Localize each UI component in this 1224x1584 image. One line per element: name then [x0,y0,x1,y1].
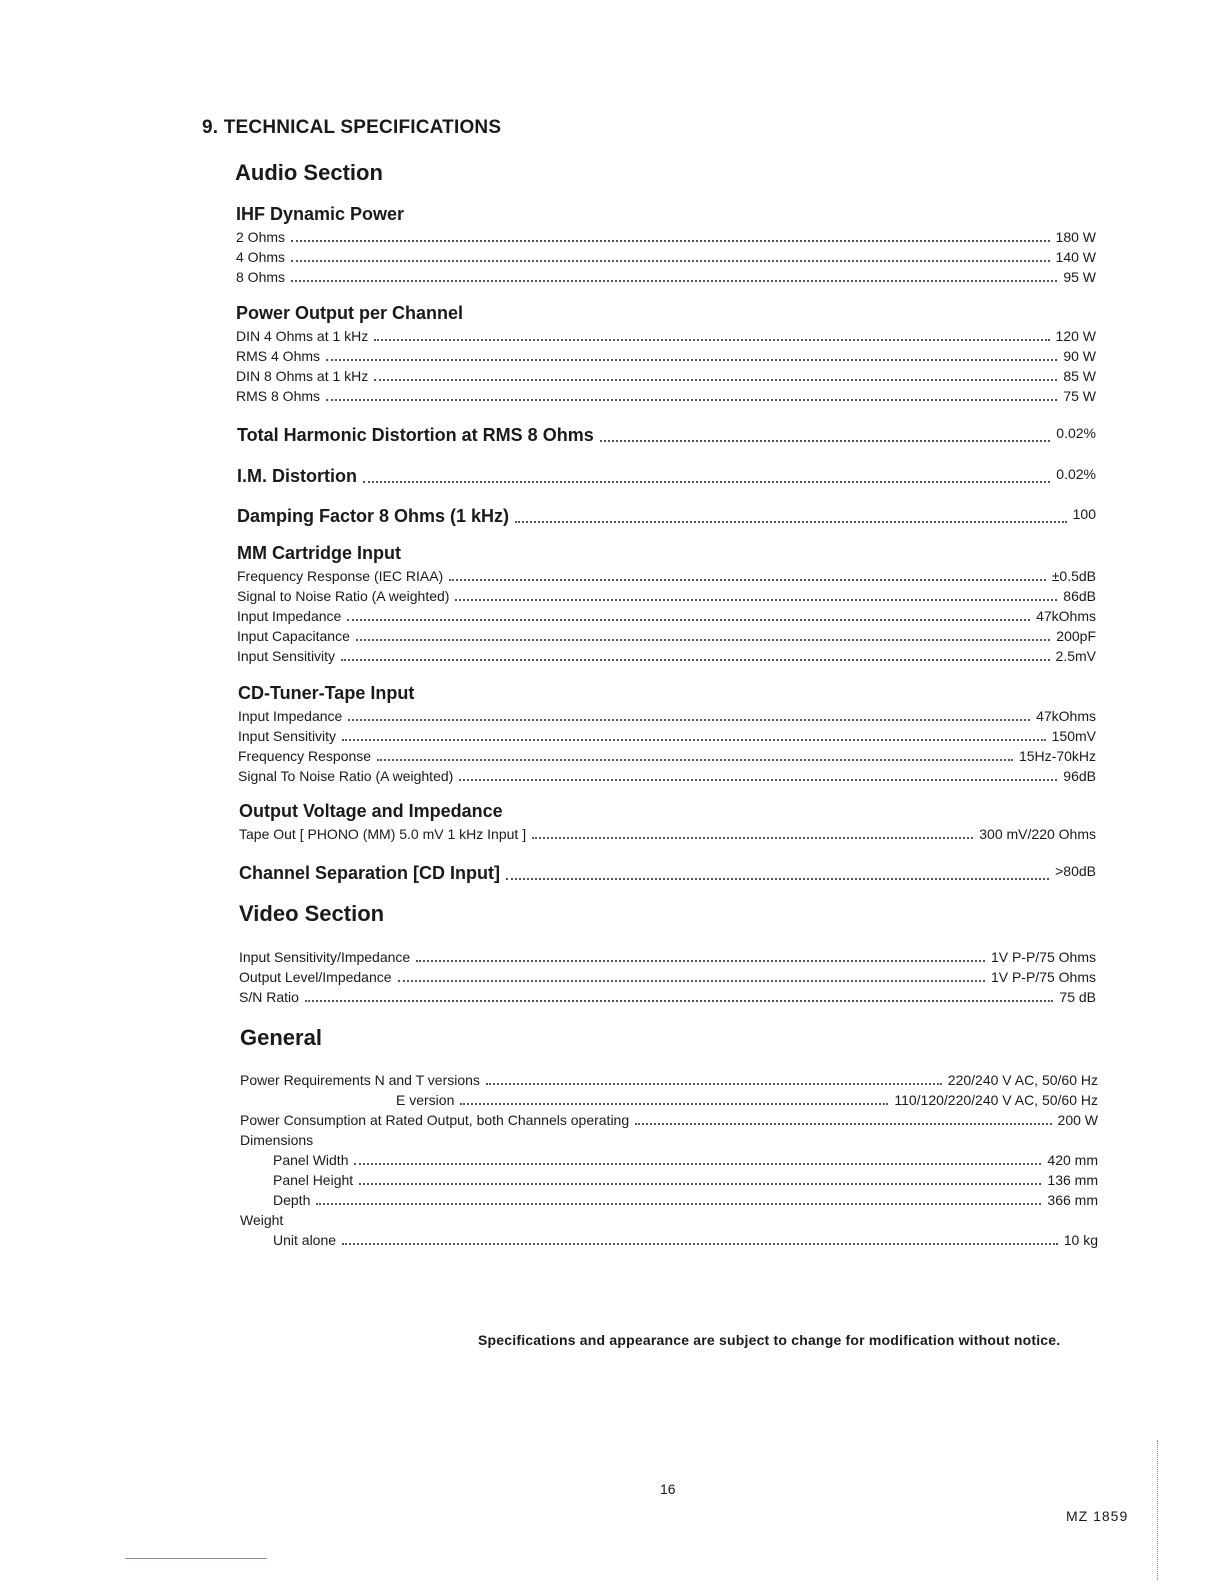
spec-label: Signal To Noise Ratio (A weighted) [238,768,454,784]
power-output-heading: Power Output per Channel [236,303,464,323]
leader-dots [374,379,1057,381]
damping-factor-value: 100 [1072,506,1096,522]
audio-section-heading: Audio Section [235,160,383,185]
spec-row [239,823,1096,843]
spec-label: Power Requirements N and T versions [240,1072,480,1088]
leader-dots [359,1183,1041,1185]
leader-dots [455,599,1057,601]
spec-label: RMS 8 Ohms [236,388,321,404]
spec-label: Output Level/Impedance [239,969,392,985]
spec-value: 200 W [1057,1112,1098,1128]
modification-notice: Specifications and appearance are subject to change for modification without notice. [478,1332,1061,1348]
spec-value: 1V P-P/75 Ohms [990,949,1096,965]
weight-label: Weight [240,1212,284,1228]
spec-row [236,365,1096,385]
leader-dots [460,1103,888,1105]
spec-value: 47kOhms [1036,608,1096,624]
spec-row [236,345,1096,365]
spec-row [273,1149,1098,1169]
spec-value: 10 kg [1063,1232,1098,1248]
leader-dots [326,359,1057,361]
spec-row [239,946,1096,966]
spec-label: Frequency Response [238,748,372,764]
damping-factor-row [237,501,1096,527]
leader-dots [486,1083,942,1085]
spec-value: 200pF [1056,628,1096,644]
spec-label: Input Sensitivity [238,728,337,744]
spec-value: 75 W [1063,388,1096,404]
output-voltage-heading: Output Voltage and Impedance [239,801,503,821]
spec-label: Depth [273,1192,311,1208]
leader-dots [341,659,1049,661]
spec-label: Input Sensitivity/Impedance [239,949,411,965]
leader-dots [449,579,1046,581]
spec-value: 1V P-P/75 Ohms [990,969,1096,985]
leader-dots [363,481,1050,483]
leader-dots [600,440,1051,442]
spec-row [236,325,1096,345]
spec-label: RMS 4 Ohms [236,348,321,364]
leader-dots [377,759,1013,761]
spec-label: Input Impedance [238,708,343,724]
spec-value: 300 mV/220 Ohms [979,826,1096,842]
spec-value: 120 W [1055,328,1096,344]
leader-dots [347,619,1030,621]
spec-value: 136 mm [1047,1172,1098,1188]
leader-dots [459,779,1057,781]
spec-row [237,645,1096,665]
channel-separation-label: Channel Separation [CD Input] [239,863,500,883]
power-requirements-row [240,1069,1098,1089]
cd-tuner-tape-heading: CD-Tuner-Tape Input [238,683,415,703]
leader-dots [515,521,1067,523]
spec-label: Signal to Noise Ratio (A weighted) [237,588,450,604]
spec-row [237,565,1096,585]
document-code: MZ 1859 [1066,1508,1129,1524]
spec-label: E version [396,1092,455,1108]
spec-label: Panel Width [273,1152,349,1168]
mm-cartridge-heading: MM Cartridge Input [237,543,401,563]
spec-value: ±0.5dB [1051,568,1096,584]
spec-value: 366 mm [1047,1192,1098,1208]
spec-row [273,1189,1098,1209]
leader-dots [532,837,973,839]
thd-row [237,420,1096,446]
im-distortion-value: 0.02% [1056,466,1096,482]
thd-label: Total Harmonic Distortion at RMS 8 Ohms [237,425,594,445]
spec-value: 95 W [1063,269,1096,285]
spec-value: 140 W [1055,249,1096,265]
spec-row [237,605,1096,625]
leader-dots [356,639,1050,641]
thd-value: 0.02% [1056,425,1096,441]
im-distortion-row [237,461,1096,487]
spec-label: DIN 4 Ohms at 1 kHz [236,328,369,344]
leader-dots [326,399,1057,401]
spec-value: 96dB [1063,768,1096,784]
power-consumption-row [240,1109,1098,1129]
spec-label: 4 Ohms [236,249,286,265]
im-distortion-label: I.M. Distortion [237,466,357,486]
spec-row [239,966,1096,986]
spec-value: 180 W [1055,229,1096,245]
video-section-heading: Video Section [239,901,385,926]
power-requirements-e-row [396,1089,1098,1109]
spec-row [237,585,1096,605]
spec-label: Input Impedance [237,608,342,624]
spec-value: 420 mm [1047,1152,1098,1168]
leader-dots [291,240,1050,242]
leader-dots [416,960,985,962]
spec-value: 90 W [1063,348,1096,364]
spec-row [238,745,1096,765]
scan-edge-line [1157,1440,1159,1580]
spec-row [236,226,1096,246]
spec-label: 8 Ohms [236,269,286,285]
spec-value: 75 dB [1059,989,1096,1005]
spec-label: DIN 8 Ohms at 1 kHz [236,368,369,384]
channel-separation-value: >80dB [1055,863,1096,879]
spec-value: 47kOhms [1036,708,1096,724]
spec-label: 2 Ohms [236,229,286,245]
spec-label: Panel Height [273,1172,354,1188]
spec-row [238,705,1096,725]
leader-dots [398,980,985,982]
spec-row [239,986,1096,1006]
leader-dots [316,1203,1041,1205]
general-section-heading: General [240,1025,322,1050]
spec-row [236,385,1096,405]
spec-label: Tape Out [ PHONO (MM) 5.0 mV 1 kHz Input ] [239,826,527,842]
leader-dots [342,739,1046,741]
ihf-heading: IHF Dynamic Power [236,204,405,224]
leader-dots [348,719,1030,721]
spec-row [238,765,1096,785]
leader-dots [291,260,1050,262]
spec-row [273,1229,1098,1249]
spec-row [238,725,1096,745]
leader-dots [342,1243,1058,1245]
spec-value: 85 W [1063,368,1096,384]
page-number: 16 [660,1481,676,1497]
leader-dots [635,1123,1051,1125]
spec-row [273,1169,1098,1189]
spec-label: Unit alone [273,1232,337,1248]
leader-dots [291,280,1057,282]
spec-value: 150mV [1051,728,1096,744]
spec-value: 110/120/220/240 V AC, 50/60 Hz [894,1092,1098,1108]
leader-dots [305,1000,1053,1002]
spec-value: 15Hz-70kHz [1018,748,1096,764]
footer-rule [125,1558,267,1559]
spec-label: Frequency Response (IEC RIAA) [237,568,444,584]
spec-label: Input Capacitance [237,628,350,644]
spec-label: Power Consumption at Rated Output, both Channels operating [240,1112,630,1128]
page-title: 9. TECHNICAL SPECIFICATIONS [202,117,502,138]
spec-value: 86dB [1063,588,1096,604]
dimensions-label: Dimensions [240,1132,314,1148]
spec-row [236,246,1096,266]
spec-row [237,625,1096,645]
spec-label: S/N Ratio [239,989,299,1005]
spec-row [236,266,1096,286]
damping-factor-label: Damping Factor 8 Ohms (1 kHz) [237,506,510,526]
spec-value: 2.5mV [1055,648,1096,664]
spec-value: 220/240 V AC, 50/60 Hz [947,1072,1098,1088]
leader-dots [354,1163,1041,1165]
channel-separation-row [239,858,1096,884]
spec-label: Input Sensitivity [237,648,336,664]
leader-dots [506,878,1049,880]
leader-dots [374,339,1049,341]
